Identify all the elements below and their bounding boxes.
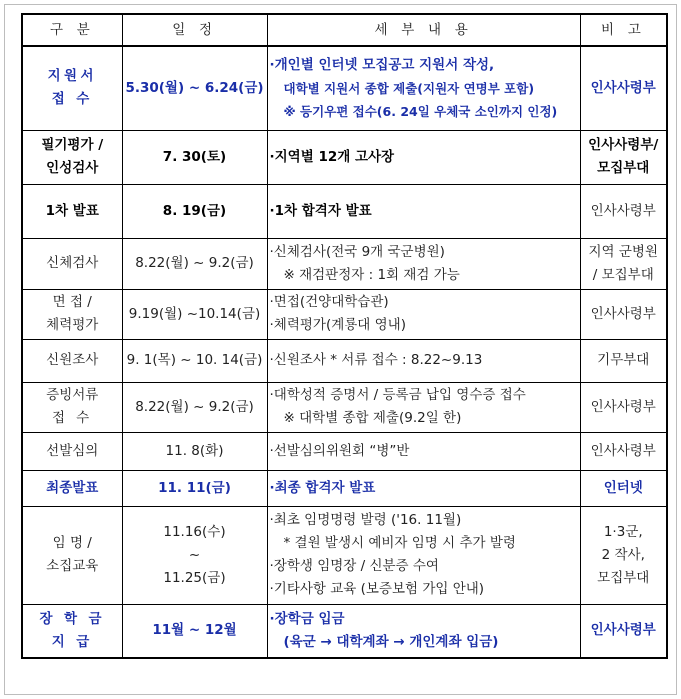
note-cell: 인사사령부/ 모집부대 (580, 130, 667, 184)
table-row (22, 470, 667, 506)
category-cell: 증빙서류 접 수 (22, 382, 122, 432)
details-cell: ·신체검사(전국 9개 국군병원) ※ 재검판정자 : 1회 재검 가능 (267, 238, 580, 289)
table-header-row (22, 14, 667, 46)
table-row (22, 289, 667, 339)
note-cell: 인사사령부 (580, 432, 667, 470)
category-cell: 필기평가 / 인성검사 (22, 130, 122, 184)
schedule-cell: 9. 1(목) ~ 10. 14(금) (122, 339, 267, 382)
schedule-cell: 11.16(수) ~ 11.25(금) (122, 506, 267, 604)
details-cell: ·장학금 입금 (육군 → 대학계좌 → 개인계좌 입금) (267, 604, 580, 658)
schedule-cell: 7. 30(토) (122, 130, 267, 184)
table-row (22, 382, 667, 432)
table-row (22, 506, 667, 604)
schedule-cell: 8.22(월) ~ 9.2(금) (122, 238, 267, 289)
note-cell: 지역 군병원 / 모집부대 (580, 238, 667, 289)
details-cell: ·선발심의위원회 “병”반 (267, 432, 580, 470)
note-cell: 1·3군, 2 작사, 모집부대 (580, 506, 667, 604)
note-cell: 기무부대 (580, 339, 667, 382)
table-row (22, 130, 667, 184)
table-row (22, 238, 667, 289)
header-note: 비 고 (580, 14, 667, 46)
details-cell: ·개인별 인터넷 모집공고 지원서 작성, 대학별 지원서 종합 제출(지원자 연명부 포함) ※ 등기우편 접수(6. 24일 우체국 소인까지 인정) (267, 46, 580, 130)
schedule-cell: 11월 ~ 12월 (122, 604, 267, 658)
note-cell: 인사사령부 (580, 604, 667, 658)
category-cell: 신원조사 (22, 339, 122, 382)
details-cell: ·대학성적 증명서 / 등록금 납입 영수증 접수 ※ 대학별 종합 제출(9.2일 한) (267, 382, 580, 432)
header-details: 세 부 내 용 (267, 14, 580, 46)
details-cell: ·1차 합격자 발표 (267, 184, 580, 238)
details-cell: ·면접(건양대학습관) ·체력평가(계룡대 영내) (267, 289, 580, 339)
note-cell: 인터넷 (580, 470, 667, 506)
recruitment-schedule-table (21, 13, 668, 659)
schedule-cell: 11. 11(금) (122, 470, 267, 506)
schedule-cell: 8. 19(금) (122, 184, 267, 238)
schedule-cell: 9.19(월) ~10.14(금) (122, 289, 267, 339)
category-cell: 선발심의 (22, 432, 122, 470)
category-cell: 지원서 접 수 (22, 46, 122, 130)
note-cell: 인사사령부 (580, 382, 667, 432)
category-cell: 최종발표 (22, 470, 122, 506)
table-row (22, 339, 667, 382)
details-cell: ·최종 합격자 발표 (267, 470, 580, 506)
table-row (22, 46, 667, 130)
details-cell: ·최초 임명명령 발령 ('16. 11월) * 결원 발생시 예비자 임명 시 추가 발령 ·장학생 임명장 / 신분증 수여 ·기타사항 교육 (보증보험 가입 안내) (267, 506, 580, 604)
table-row (22, 432, 667, 470)
category-cell: 임 명 / 소집교육 (22, 506, 122, 604)
note-cell: 인사사령부 (580, 184, 667, 238)
note-cell: 인사사령부 (580, 46, 667, 130)
table-row (22, 184, 667, 238)
details-cell: ·지역별 12개 고사장 (267, 130, 580, 184)
header-category: 구 분 (22, 14, 122, 46)
details-cell: ·신원조사 * 서류 접수 : 8.22~9.13 (267, 339, 580, 382)
schedule-cell: 8.22(월) ~ 9.2(금) (122, 382, 267, 432)
table-row (22, 604, 667, 658)
category-cell: 장 학 금 지 급 (22, 604, 122, 658)
category-cell: 1차 발표 (22, 184, 122, 238)
category-cell: 면 접 / 체력평가 (22, 289, 122, 339)
schedule-cell: 11. 8(화) (122, 432, 267, 470)
schedule-cell: 5.30(월) ~ 6.24(금) (122, 46, 267, 130)
header-schedule: 일 정 (122, 14, 267, 46)
note-cell: 인사사령부 (580, 289, 667, 339)
category-cell: 신체검사 (22, 238, 122, 289)
